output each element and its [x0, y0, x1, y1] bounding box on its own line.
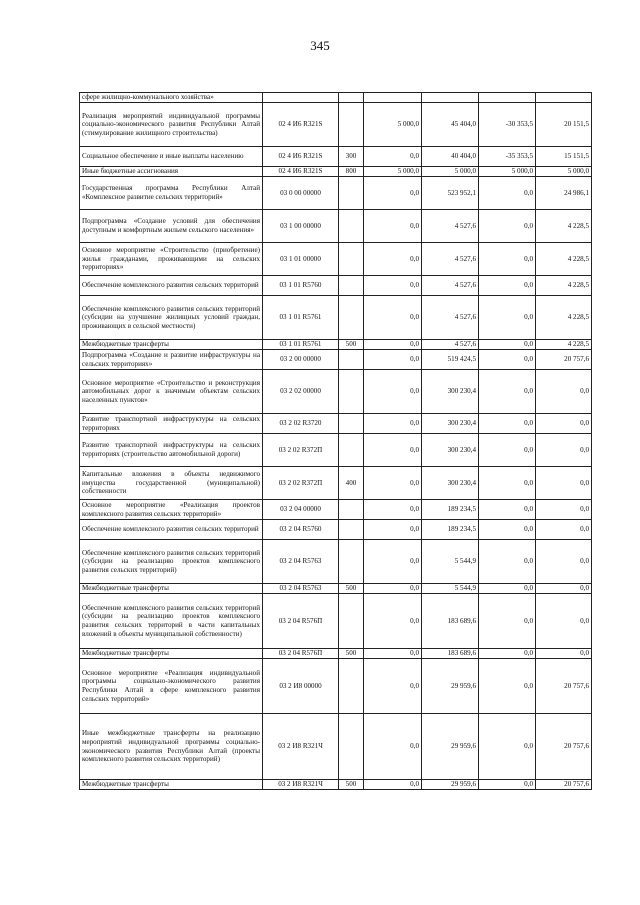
cell-c2: 183 689,6	[422, 594, 479, 649]
cell-name: Реализация мероприятий индивидуальной программы социально-экономического развития Республики Алтай (стимулирование жилищного строительства)	[80, 103, 263, 147]
cell-name: Межбюджетные трансферты	[80, 780, 263, 790]
cell-c4: 4 228,5	[536, 210, 592, 243]
cell-c4: 0,0	[536, 520, 592, 540]
cell-c2: 4 527,6	[422, 340, 479, 350]
table-row	[80, 594, 592, 649]
cell-c1: 0,0	[364, 649, 422, 659]
cell-code: 03 2 02 00000	[263, 370, 339, 414]
cell-vr	[339, 370, 364, 414]
cell-c4: 0,0	[536, 414, 592, 434]
cell-c1: 0,0	[364, 714, 422, 780]
cell-c2: 29 959,6	[422, 714, 479, 780]
cell-c3: 0,0	[479, 584, 536, 594]
cell-c2: 189 234,5	[422, 520, 479, 540]
cell-c1	[364, 93, 422, 103]
cell-name: Обеспечение комплексного развития сельских территорий (субсидии на улучшение жилищных условий граждан, проживающих в сельской местности)	[80, 296, 263, 340]
cell-vr	[339, 659, 364, 714]
cell-name: Обеспечение комплексного развития сельских территорий	[80, 520, 263, 540]
cell-c1: 0,0	[364, 540, 422, 584]
cell-c2: 519 424,5	[422, 350, 479, 370]
cell-c4: 0,0	[536, 434, 592, 467]
cell-c3: 0,0	[479, 340, 536, 350]
cell-c3: 0,0	[479, 243, 536, 276]
table-row	[80, 93, 592, 103]
cell-c4: 4 228,5	[536, 340, 592, 350]
table-row	[80, 467, 592, 500]
cell-c3: 0,0	[479, 659, 536, 714]
cell-vr: 500	[339, 649, 364, 659]
cell-code: 03 2 02 R372П	[263, 467, 339, 500]
cell-code: 03 1 00 00000	[263, 210, 339, 243]
cell-c3: 0,0	[479, 210, 536, 243]
cell-c1: 0,0	[364, 340, 422, 350]
cell-c2: 5 000,0	[422, 167, 479, 177]
cell-vr	[339, 594, 364, 649]
cell-code: 03 2 04 R5760	[263, 520, 339, 540]
cell-c1: 0,0	[364, 177, 422, 210]
cell-name: Государственная программа Республики Алтай «Комплексное развитие сельских территорий»	[80, 177, 263, 210]
cell-code: 03 2 04 R5763	[263, 584, 339, 594]
table-row	[80, 714, 592, 780]
cell-c1: 0,0	[364, 594, 422, 649]
cell-c4: 0,0	[536, 500, 592, 520]
table-row	[80, 659, 592, 714]
cell-code: 03 2 00 00000	[263, 350, 339, 370]
cell-name: Обеспечение комплексного развития сельских территорий	[80, 276, 263, 296]
cell-c1: 0,0	[364, 243, 422, 276]
cell-c2: 300 230,4	[422, 414, 479, 434]
cell-c2: 300 230,4	[422, 434, 479, 467]
cell-c4: 4 228,5	[536, 296, 592, 340]
cell-c2: 45 404,0	[422, 103, 479, 147]
cell-c3: 0,0	[479, 434, 536, 467]
cell-c4: 20 757,6	[536, 780, 592, 790]
cell-c3	[479, 93, 536, 103]
table-row	[80, 414, 592, 434]
cell-c2: 300 230,4	[422, 370, 479, 414]
cell-name: Подпрограмма «Создание и развитие инфраструктуры на сельских территориях»	[80, 350, 263, 370]
cell-name: Основное мероприятие «Реализация проектов комплексного развития сельских территорий»	[80, 500, 263, 520]
cell-c4: 15 151,5	[536, 147, 592, 167]
cell-c4: 4 228,5	[536, 243, 592, 276]
table-row	[80, 649, 592, 659]
cell-code: 03 1 01 R5761	[263, 340, 339, 350]
cell-c4: 0,0	[536, 584, 592, 594]
cell-c2: 5 544,9	[422, 584, 479, 594]
cell-vr	[339, 177, 364, 210]
cell-code: 03 2 02 R3720	[263, 414, 339, 434]
cell-c1: 0,0	[364, 147, 422, 167]
table-row	[80, 103, 592, 147]
cell-c2	[422, 93, 479, 103]
cell-c3: 0,0	[479, 649, 536, 659]
table-row	[80, 340, 592, 350]
cell-name: Обеспечение комплексного развития сельских территорий (субсидии на реализацию проектов комплексного развития сельских территорий)	[80, 540, 263, 584]
cell-code: 03 2 04 R576П	[263, 594, 339, 649]
cell-code: 02 4 И6 R321S	[263, 103, 339, 147]
cell-code: 02 4 И6 R321S	[263, 147, 339, 167]
cell-c3: 5 000,0	[479, 167, 536, 177]
cell-vr: 500	[339, 584, 364, 594]
table-row	[80, 350, 592, 370]
cell-vr	[339, 210, 364, 243]
cell-c2: 29 959,6	[422, 780, 479, 790]
cell-c1: 0,0	[364, 350, 422, 370]
cell-c3: 0,0	[479, 370, 536, 414]
cell-c3: -30 353,5	[479, 103, 536, 147]
cell-c3: 0,0	[479, 500, 536, 520]
cell-vr	[339, 540, 364, 584]
cell-c3: 0,0	[479, 540, 536, 584]
cell-c1: 0,0	[364, 414, 422, 434]
cell-vr: 500	[339, 340, 364, 350]
cell-name: Основное мероприятие «Строительство (приобретение) жилья гражданами, проживающими на сельских территориях»	[80, 243, 263, 276]
budget-table	[79, 92, 592, 790]
cell-code: 03 2 04 00000	[263, 500, 339, 520]
cell-c4: 0,0	[536, 540, 592, 584]
cell-code: 03 2 04 R5763	[263, 540, 339, 584]
cell-vr	[339, 414, 364, 434]
cell-c4	[536, 93, 592, 103]
table-row	[80, 434, 592, 467]
cell-c2: 4 527,6	[422, 210, 479, 243]
cell-vr	[339, 520, 364, 540]
cell-code	[263, 93, 339, 103]
cell-c2: 4 527,6	[422, 296, 479, 340]
cell-c1: 5 000,0	[364, 167, 422, 177]
cell-c3: 0,0	[479, 594, 536, 649]
table-row	[80, 370, 592, 414]
cell-name: Основное мероприятие «Строительство и реконструкция автомобильных дорог к значимым объектам сельских населенных пунктов»	[80, 370, 263, 414]
cell-c1: 5 000,0	[364, 103, 422, 147]
cell-name: Иные межбюджетные трансферты на реализацию мероприятий индивидуальной программы социально-экономического развития Республики Алтай (проекты комплексного развития сельских территорий)	[80, 714, 263, 780]
cell-name: Основное мероприятие «Реализация индивидуальной программы социально-экономического развития Республики Алтай в сфере комплексного развития сельских территорий»	[80, 659, 263, 714]
cell-c3: 0,0	[479, 296, 536, 340]
cell-c4: 0,0	[536, 649, 592, 659]
cell-name: Капитальные вложения в объекты недвижимого имущества государственной (муниципальной) собственности	[80, 467, 263, 500]
cell-name: Иные бюджетные ассигнования	[80, 167, 263, 177]
cell-name: Социальное обеспечение и иные выплаты населению	[80, 147, 263, 167]
cell-c4: 20 757,6	[536, 714, 592, 780]
cell-c1: 0,0	[364, 520, 422, 540]
page-number: 345	[310, 38, 330, 53]
cell-c1: 0,0	[364, 467, 422, 500]
cell-name: Межбюджетные трансферты	[80, 649, 263, 659]
cell-c3: 0,0	[479, 520, 536, 540]
cell-c1: 0,0	[364, 276, 422, 296]
table-row	[80, 500, 592, 520]
cell-c3: 0,0	[479, 780, 536, 790]
cell-code: 02 4 И6 R321S	[263, 167, 339, 177]
cell-c1: 0,0	[364, 296, 422, 340]
cell-c4: 20 757,6	[536, 659, 592, 714]
cell-vr	[339, 93, 364, 103]
table-row	[80, 276, 592, 296]
cell-c1: 0,0	[364, 500, 422, 520]
cell-code: 03 1 01 R5760	[263, 276, 339, 296]
cell-name: Подпрограмма «Создание условий для обеспечения доступным и комфортным жильем сельского населения»	[80, 210, 263, 243]
cell-c1: 0,0	[364, 659, 422, 714]
cell-c4: 20 757,6	[536, 350, 592, 370]
cell-c2: 5 544,9	[422, 540, 479, 584]
cell-c4: 0,0	[536, 467, 592, 500]
cell-c2: 4 527,6	[422, 276, 479, 296]
cell-c4: 24 986,1	[536, 177, 592, 210]
table-row	[80, 177, 592, 210]
cell-code: 03 2 И8 00000	[263, 659, 339, 714]
cell-c2: 4 527,6	[422, 243, 479, 276]
cell-code: 03 2 02 R372П	[263, 434, 339, 467]
cell-vr	[339, 103, 364, 147]
cell-vr: 300	[339, 147, 364, 167]
cell-name: Развитие транспортной инфраструктуры на сельских территориях	[80, 414, 263, 434]
cell-code: 03 2 И8 R321Ч	[263, 714, 339, 780]
cell-name: Межбюджетные трансферты	[80, 584, 263, 594]
cell-c3: 0,0	[479, 414, 536, 434]
cell-vr	[339, 243, 364, 276]
cell-name: Межбюджетные трансферты	[80, 340, 263, 350]
cell-code: 03 1 01 R5761	[263, 296, 339, 340]
cell-c1: 0,0	[364, 210, 422, 243]
cell-c1: 0,0	[364, 780, 422, 790]
cell-name: Развитие транспортной инфраструктуры на сельских территориях (строительство автомобильной дороги)	[80, 434, 263, 467]
cell-code: 03 2 И8 R321Ч	[263, 780, 339, 790]
cell-c4: 4 228,5	[536, 276, 592, 296]
cell-vr: 800	[339, 167, 364, 177]
cell-vr	[339, 276, 364, 296]
cell-vr	[339, 434, 364, 467]
table-row	[80, 147, 592, 167]
cell-c4: 5 000,0	[536, 167, 592, 177]
cell-code: 03 2 04 R576П	[263, 649, 339, 659]
cell-c2: 189 234,5	[422, 500, 479, 520]
table-row	[80, 167, 592, 177]
cell-vr	[339, 500, 364, 520]
table-row	[80, 243, 592, 276]
cell-c2: 29 959,6	[422, 659, 479, 714]
cell-c4: 20 151,5	[536, 103, 592, 147]
cell-vr	[339, 714, 364, 780]
table-row	[80, 780, 592, 790]
cell-name: сфере жилищно-коммунального хозяйства»	[80, 93, 263, 103]
cell-name: Обеспечение комплексного развития сельских территорий (субсидии на реализацию проектов комплексного развития сельских территорий в части капитальных вложений в объекты муниципальной собственности)	[80, 594, 263, 649]
cell-c4: 0,0	[536, 594, 592, 649]
cell-vr: 400	[339, 467, 364, 500]
cell-c3: 0,0	[479, 177, 536, 210]
cell-code: 03 0 00 00000	[263, 177, 339, 210]
cell-c1: 0,0	[364, 434, 422, 467]
cell-vr	[339, 296, 364, 340]
cell-c3: 0,0	[479, 350, 536, 370]
cell-c3: -35 353,5	[479, 147, 536, 167]
cell-c3: 0,0	[479, 714, 536, 780]
cell-c1: 0,0	[364, 584, 422, 594]
cell-c2: 40 404,0	[422, 147, 479, 167]
table-row	[80, 520, 592, 540]
table-row	[80, 540, 592, 584]
cell-vr	[339, 350, 364, 370]
table-row	[80, 296, 592, 340]
cell-vr: 500	[339, 780, 364, 790]
cell-c3: 0,0	[479, 276, 536, 296]
cell-c1: 0,0	[364, 370, 422, 414]
cell-c4: 0,0	[536, 370, 592, 414]
cell-c2: 183 689,6	[422, 649, 479, 659]
table-row	[80, 210, 592, 243]
cell-c3: 0,0	[479, 467, 536, 500]
table-row	[80, 584, 592, 594]
cell-c2: 300 230,4	[422, 467, 479, 500]
cell-code: 03 1 01 00000	[263, 243, 339, 276]
cell-c2: 523 952,1	[422, 177, 479, 210]
